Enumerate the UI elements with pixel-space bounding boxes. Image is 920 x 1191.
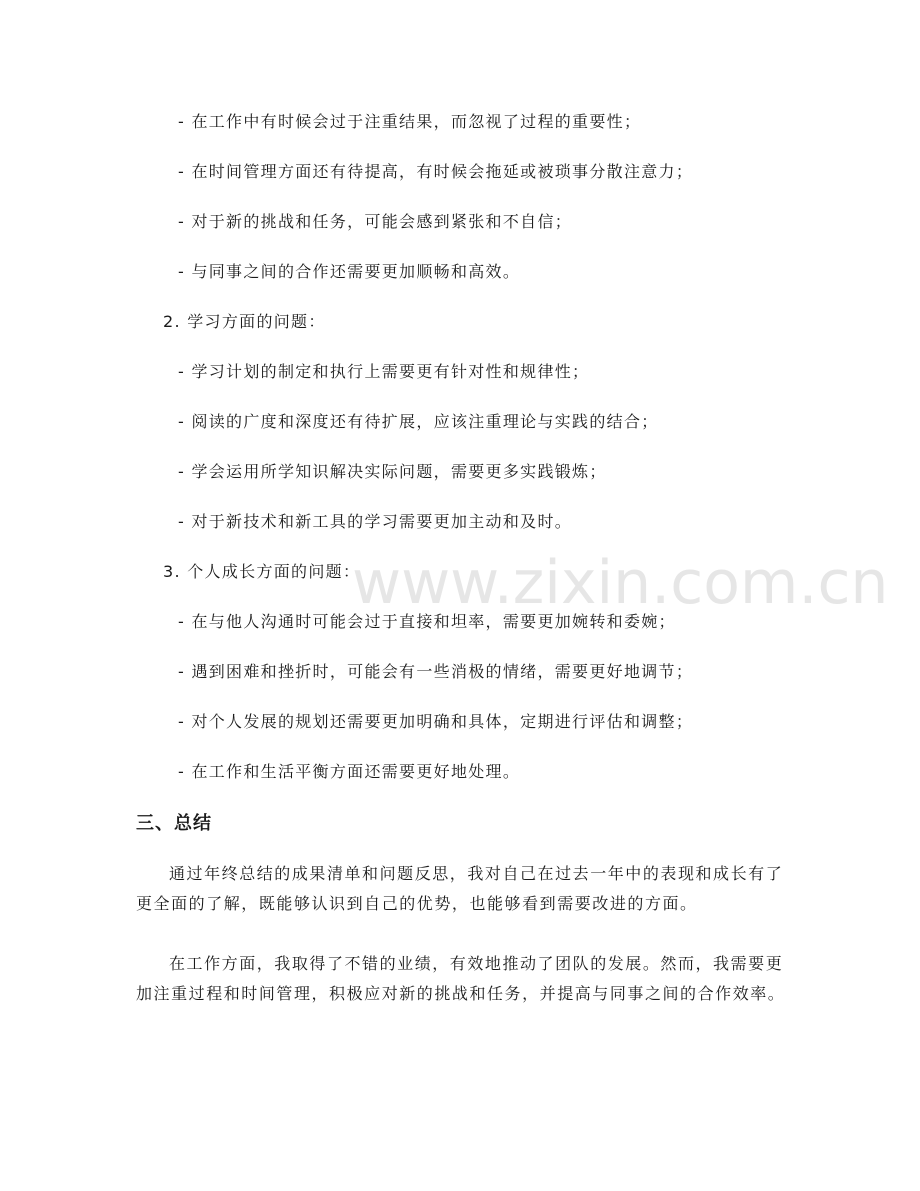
study-section-heading: 2. 学习方面的问题： [163, 312, 326, 331]
watermark: www.zixin.com.cn [352, 548, 889, 618]
growth-issue-item: - 对个人发展的规划还需要更加明确和具体，定期进行评估和调整； [178, 712, 694, 731]
growth-issue-item: - 在工作和生活平衡方面还需要更好地处理。 [178, 762, 521, 781]
study-issue-item: - 学习计划的制定和执行上需要更有针对性和规律性； [178, 362, 590, 381]
summary-heading: 三、总结 [136, 813, 212, 834]
study-issue-item: - 学会运用所学知识解决实际问题，需要更多实践锻炼； [178, 462, 607, 481]
summary-paragraph: 在工作方面，我取得了不错的业绩，有效地推动了团队的发展。然而，我需要更加注重过程和时间管理，积极应对新的挑战和任务，并提高与同事之间的合作效率。 [136, 954, 786, 1003]
growth-issue-item: - 遇到困难和挫折时，可能会有一些消极的情绪，需要更好地调节； [178, 662, 694, 681]
growth-issue-item: - 在与他人沟通时可能会过于直接和坦率，需要更加婉转和委婉； [178, 612, 676, 631]
growth-section-heading: 3. 个人成长方面的问题： [163, 562, 361, 581]
work-issue-item: - 在工作中有时候会过于注重结果，而忽视了过程的重要性； [178, 112, 642, 131]
study-issue-item: - 阅读的广度和深度还有待扩展，应该注重理论与实践的结合； [178, 412, 659, 431]
work-issue-item: - 在时间管理方面还有待提高，有时候会拖延或被琐事分散注意力； [178, 162, 694, 181]
study-issue-item: - 对于新技术和新工具的学习需要更加主动和及时。 [178, 512, 573, 531]
work-issue-item: - 对于新的挑战和任务，可能会感到紧张和不自信； [178, 212, 573, 231]
summary-paragraph: 通过年终总结的成果清单和问题反思，我对自己在过去一年中的表现和成长有了更全面的了解，既能够认识到自己的优势，也能够看到需要改进的方面。 [136, 864, 784, 913]
work-issue-item: - 与同事之间的合作还需要更加顺畅和高效。 [178, 262, 521, 281]
